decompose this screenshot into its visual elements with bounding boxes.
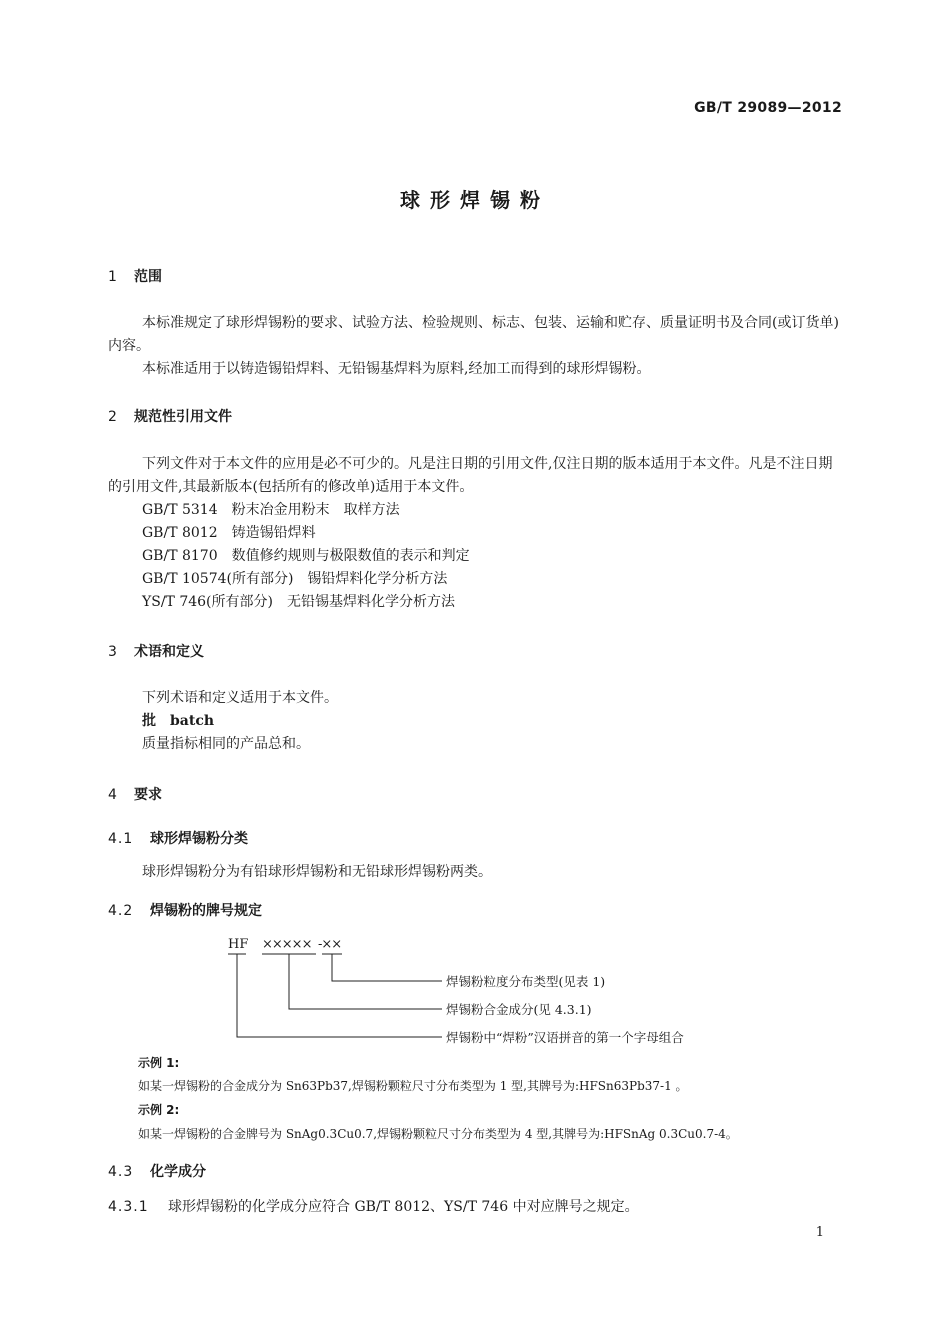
label-size-distribution: 焊锡粉粒度分布类型(见表 1) (446, 974, 606, 989)
section-4-1-text: 球形焊锡粉分为有铅球形焊锡粉和无铅球形焊锡粉两类。 (142, 864, 492, 880)
section-4-3-1 (108, 1196, 639, 1219)
section-1-heading (108, 266, 162, 286)
reference-item: GB/T 8170 数值修约规则与极限数值的表示和判定 (142, 548, 470, 564)
section-title: 焊锡粉的牌号规定 (150, 903, 262, 919)
section-title: 要求 (134, 787, 162, 803)
section-1-para-2 (108, 358, 843, 381)
page-number: 1 (815, 1225, 824, 1240)
document-title: 球形焊锡粉 (400, 188, 550, 212)
reference-item: GB/T 10574(所有部分) 锡铅焊料化学分析方法 (142, 571, 448, 587)
code-alloy: ××××× (262, 937, 312, 952)
section-4-3-heading (108, 1161, 206, 1181)
section-number: 4.3.1 (108, 1199, 149, 1215)
code-prefix: HF (228, 937, 249, 952)
section-title: 化学成分 (150, 1164, 206, 1180)
example-1-label: 示例 1: (138, 1056, 180, 1070)
para-text: 本标准规定了球形焊锡粉的要求、试验方法、检验规则、标志、包装、运输和贮存、质量证明书及合同(或订货单)内容。 (108, 315, 839, 354)
code-size: -×× (318, 937, 342, 952)
standard-number: GB/T 29089—2012 (694, 100, 842, 116)
label-prefix-meaning: 焊锡粉中“焊粉”汉语拼音的第一个字母组合 (446, 1030, 684, 1045)
section-number: 4.1 (108, 831, 134, 847)
section-title: 术语和定义 (134, 644, 204, 660)
section-title: 球形焊锡粉分类 (150, 831, 248, 847)
reference-item: GB/T 5314 粉末冶金用粉末 取样方法 (142, 502, 400, 518)
leader-alloy (289, 954, 442, 1009)
section-number: 3 (108, 644, 117, 660)
term: 批 batch (142, 713, 215, 729)
term-definition: 质量指标相同的产品总和。 (142, 736, 310, 752)
section-title: 范围 (134, 269, 162, 285)
reference-item: GB/T 8012 铸造锡铅焊料 (142, 525, 316, 541)
section-3-heading (108, 641, 204, 661)
section-number: 4.2 (108, 903, 134, 919)
section-3-intro: 下列术语和定义适用于本文件。 (142, 690, 338, 706)
section-1-para-1 (108, 312, 843, 358)
example-1-text: 如某一焊锡粉的合金成分为 Sn63Pb37,焊锡粉颗粒尺寸分布类型为 1 型,其牌号为:HFSn63Pb37-1 。 (138, 1079, 688, 1093)
section-2-heading (108, 406, 232, 426)
label-alloy-composition: 焊锡粉合金成分(见 4.3.1) (446, 1002, 592, 1017)
example-2-text: 如某一焊锡粉的合金牌号为 SnAg0.3Cu0.7,焊锡粉颗粒尺寸分布类型为 4 型,其牌号为:HFSnAg 0.3Cu0.7-4。 (138, 1127, 738, 1141)
section-number: 4.3 (108, 1164, 134, 1180)
para-text: 下列文件对于本文件的应用是必不可少的。凡是注日期的引用文件,仅注日期的版本适用于本文件。凡是不注日期的引用文件,其最新版本(包括所有的修改单)适用于本文件。 (108, 456, 833, 495)
para-text: 本标准适用于以铸造锡铅焊料、无铅锡基焊料为原料,经加工而得到的球形焊锡粉。 (142, 361, 651, 377)
section-text: 球形焊锡粉的化学成分应符合 GB/T 8012、YS/T 746 中对应牌号之规定。 (168, 1199, 639, 1215)
example-2-label: 示例 2: (138, 1103, 180, 1117)
reference-item: YS/T 746(所有部分) 无铅锡基焊料化学分析方法 (142, 594, 455, 610)
section-4-heading (108, 784, 162, 804)
section-number: 1 (108, 269, 117, 285)
section-number: 2 (108, 409, 117, 425)
leader-prefix (237, 954, 442, 1037)
section-title: 规范性引用文件 (134, 409, 232, 425)
section-number: 4 (108, 787, 117, 803)
section-4-2-heading (108, 900, 262, 920)
leader-size (332, 954, 442, 981)
section-2-intro (108, 453, 843, 499)
section-4-1-heading (108, 828, 248, 848)
